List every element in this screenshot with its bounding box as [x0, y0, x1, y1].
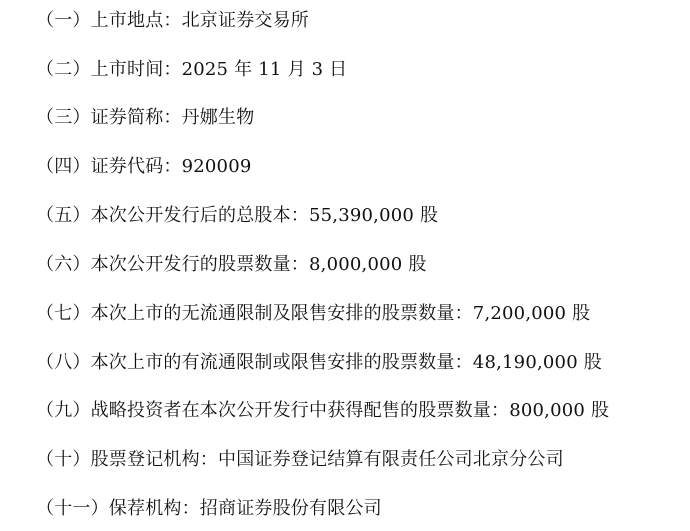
listing-date-line: （二）上市时间：2025 年 11 月 3 日 — [36, 59, 348, 80]
strategic-placement-line: （九）战略投资者在本次公开发行中获得配售的股票数量：800,000 股 — [36, 400, 610, 421]
registration-agency-line: （十）股票登记机构：中国证券登记结算有限责任公司北京分公司 — [36, 449, 564, 470]
listing-venue-line: （一）上市地点：北京证券交易所 — [36, 10, 309, 31]
total-share-capital-line: （五）本次公开发行后的总股本：55,390,000 股 — [36, 205, 439, 226]
public-offering-shares-line: （六）本次公开发行的股票数量：8,000,000 股 — [36, 254, 427, 275]
sponsor-institution-line: （十一）保荐机构：招商证券股份有限公司 — [36, 498, 382, 519]
restricted-shares-line: （八）本次上市的有流通限制或限售安排的股票数量：48,190,000 股 — [36, 352, 602, 373]
unrestricted-shares-line: （七）本次上市的无流通限制及限售安排的股票数量：7,200,000 股 — [36, 303, 591, 324]
security-code-line: （四）证券代码：920009 — [36, 156, 252, 177]
security-short-name-line: （三）证券简称：丹娜生物 — [36, 107, 255, 128]
